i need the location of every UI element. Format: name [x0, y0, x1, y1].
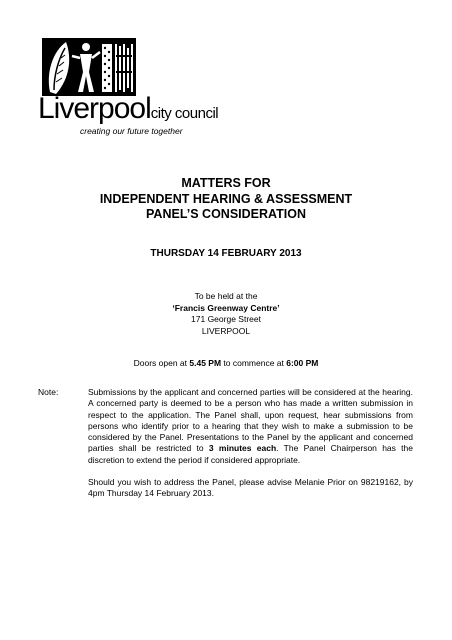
note-label: Note:	[38, 387, 59, 397]
doors-prefix: Doors open at	[133, 358, 190, 368]
venue-street: 171 George Street	[191, 314, 261, 324]
liverpool-tribal-art-logo	[42, 38, 136, 96]
doors-start-time: 6:00 PM	[286, 358, 319, 368]
title-line-1: MATTERS FOR	[181, 176, 271, 190]
note-p1-text-b: . The Panel Chairperson has the discretion to extend the period if considered appropriate.	[88, 443, 413, 465]
note-p1-bold: 3 minutes each	[208, 443, 277, 454]
meeting-date: THURSDAY 14 FEBRUARY 2013	[150, 248, 302, 259]
doors-info	[0, 358, 452, 368]
title-line-3: PANEL’S CONSIDERATION	[146, 207, 306, 221]
wordmark-liverpool: Liverpool	[38, 92, 151, 125]
wordmark-city-council: city council	[150, 105, 219, 122]
note-paragraph-1	[88, 387, 413, 466]
venue-name: ‘Francis Greenway Centre’	[172, 302, 280, 313]
venue-city: LIVERPOOL	[201, 325, 251, 336]
doors-open-time: 5.45 PM	[189, 358, 222, 368]
venue-intro: To be held at the	[194, 291, 258, 301]
note-paragraph-2: Should you wish to address the Panel, please advise Melanie Prior on 98219162, by 4pm Thursday 14 February 2013.	[88, 477, 413, 499]
note-p1-text-a: Submissions by the applicant and concerned parties will be considered at the hearing. A concerned party is deemed to be a person who has made a written submission in respect to the application. The Panel shall, upon request, hear submissions from persons who identify prior to a hearing that they wish to make a submission to be considered by the Panel. Presentations to the Panel by the applicant and concerned parties shall be restricted to	[88, 387, 413, 454]
document-title	[0, 176, 452, 223]
note-body	[88, 387, 413, 511]
council-logo	[38, 38, 238, 138]
doors-middle: to commence at	[221, 358, 287, 368]
council-wordmark	[38, 94, 218, 124]
council-tagline: creating our future together	[80, 126, 183, 136]
title-line-2: INDEPENDENT HEARING & ASSESSMENT	[99, 191, 353, 206]
venue-block	[0, 291, 452, 337]
